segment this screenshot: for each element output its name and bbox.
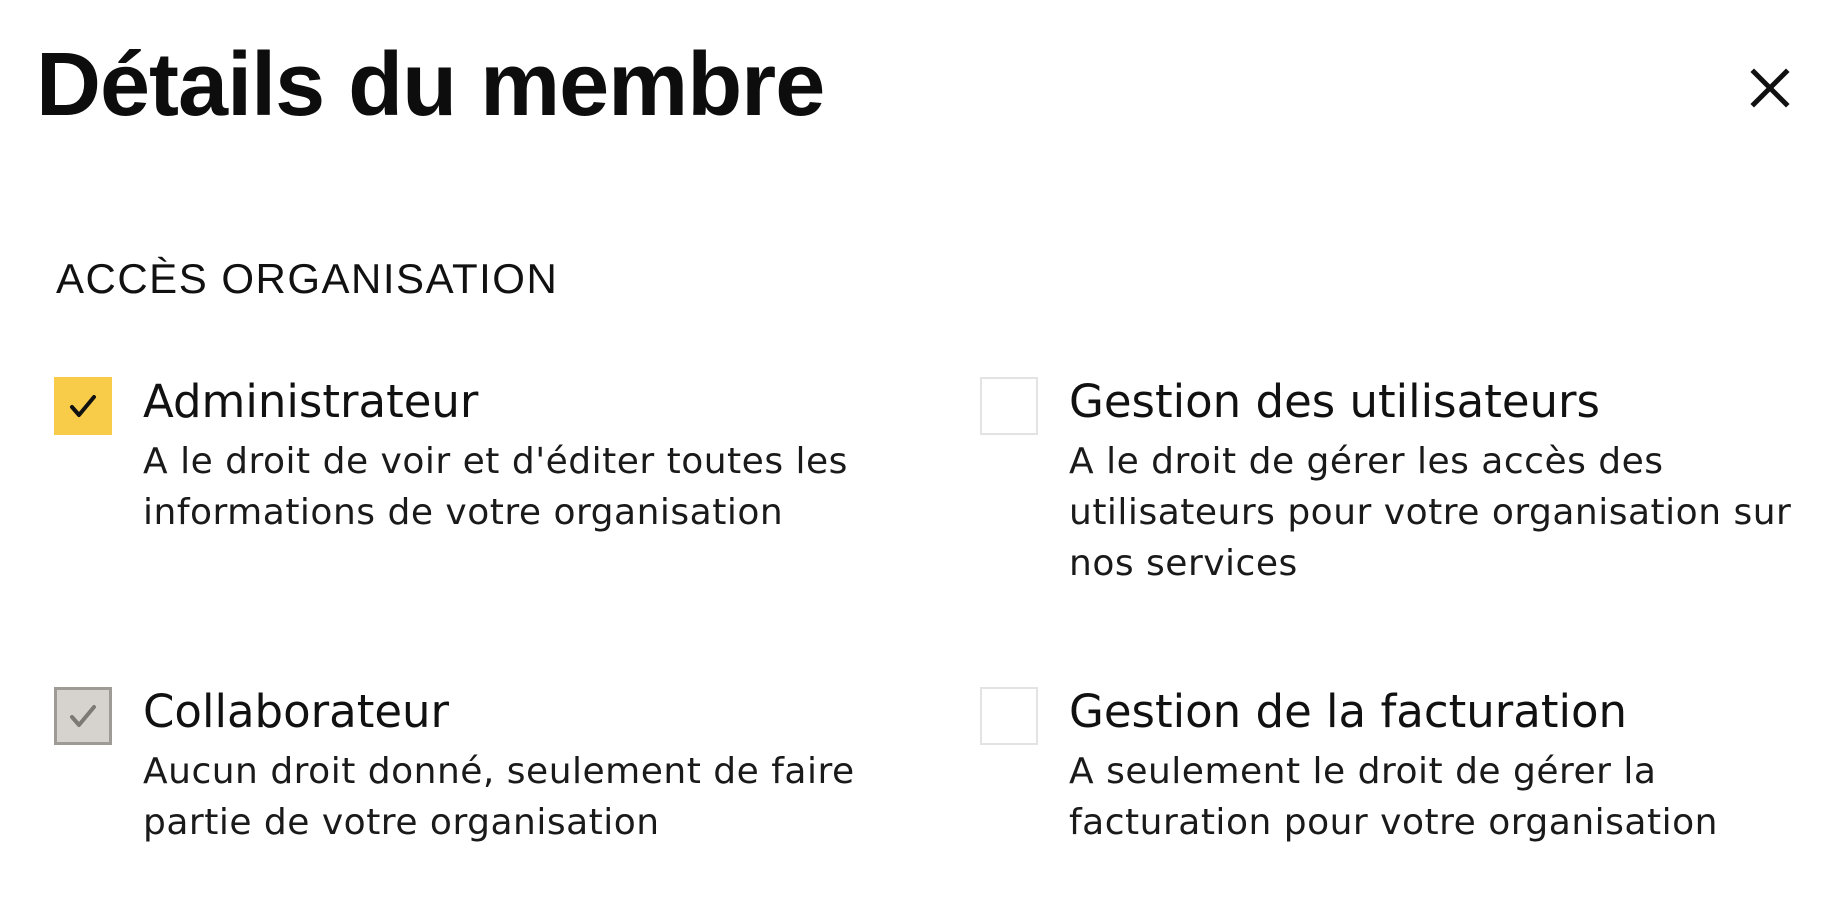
option-description: A seulement le droit de gérer la facturation pour votre organisation bbox=[1069, 751, 1718, 843]
close-icon bbox=[1742, 60, 1798, 116]
checkbox-administrateur[interactable] bbox=[54, 377, 112, 435]
checkbox-gestion-facturation[interactable] bbox=[980, 687, 1038, 745]
modal-header bbox=[36, 28, 1834, 168]
checkbox-collaborateur bbox=[54, 687, 112, 745]
option-text bbox=[1069, 682, 1834, 848]
option-label: Gestion de la facturation bbox=[1069, 685, 1628, 738]
page-title: Détails du membre bbox=[36, 35, 825, 135]
option-description: A le droit de gérer les accès des utilisateurs pour votre organisation sur nos services bbox=[1069, 441, 1792, 584]
option-label: Collaborateur bbox=[143, 685, 450, 738]
section-title: ACCÈS ORGANISATION bbox=[56, 255, 559, 302]
close-button[interactable] bbox=[1742, 60, 1798, 116]
option-description: Aucun droit donné, seulement de faire partie de votre organisation bbox=[143, 751, 855, 843]
check-icon bbox=[66, 699, 100, 733]
option-label: Gestion des utilisateurs bbox=[1069, 375, 1600, 428]
check-icon bbox=[66, 389, 100, 423]
option-description: A le droit de voir et d'éditer toutes les informations de votre organisation bbox=[143, 441, 848, 533]
option-text bbox=[143, 682, 934, 848]
option-text bbox=[143, 372, 934, 538]
option-text bbox=[1069, 372, 1834, 589]
option-label: Administrateur bbox=[143, 375, 479, 428]
checkbox-gestion-utilisateurs[interactable] bbox=[980, 377, 1038, 435]
